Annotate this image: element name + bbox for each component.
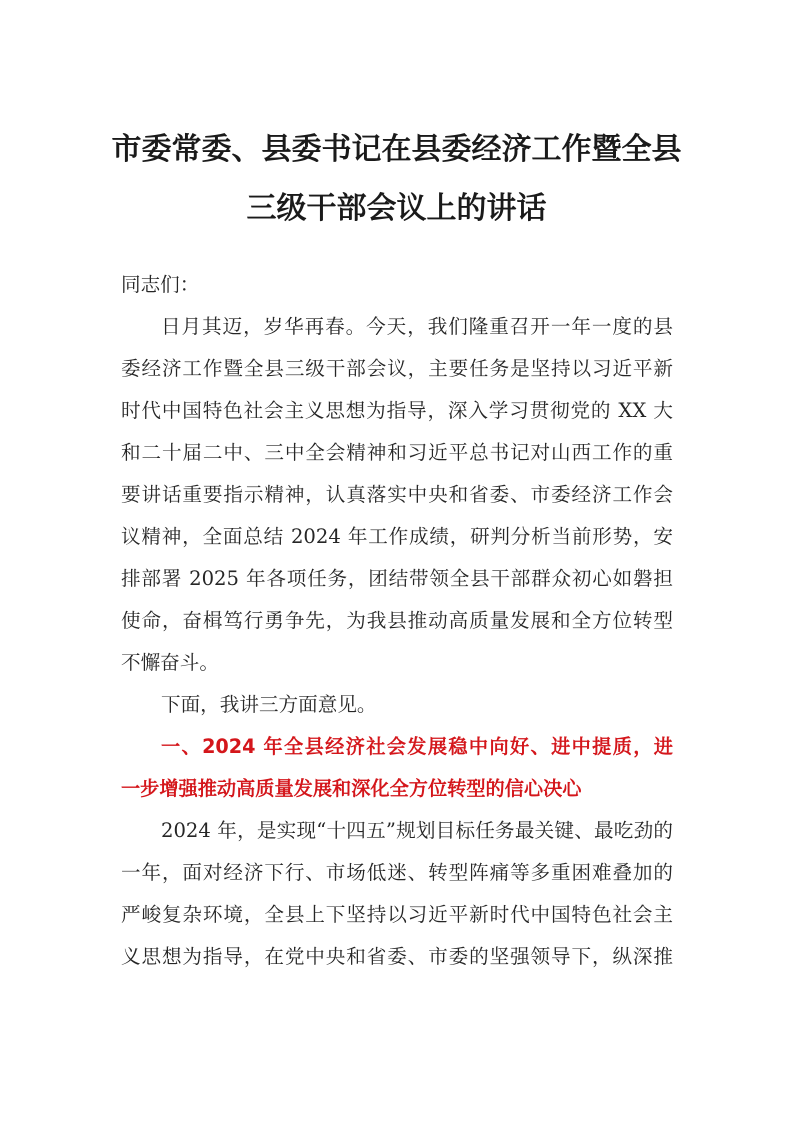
paragraph-1-line: 不懈奋斗。	[121, 651, 219, 674]
paragraph-1-line: 议精神，全面总结 2024 年工作成绩，研判分析当前形势，安	[121, 525, 673, 548]
paragraph-1-line: 排部署 2025 年各项任务，团结带领全县干部群众初心如磐担	[121, 567, 673, 590]
paragraph-1-line: 日月其迈，岁华再春。今天，我们隆重召开一年一度的县	[161, 315, 673, 338]
section-1-heading-line: 一步增强推动高质量发展和深化全方位转型的信心决心	[121, 777, 582, 800]
paragraph-1-line: 时代中国特色社会主义思想为指导，深入学习贯彻党的 XX 大	[121, 399, 673, 422]
document-title-line-1: 市委常委、县委书记在县委经济工作暨全县	[111, 132, 682, 167]
document-title-line-2: 三级干部会议上的讲话	[246, 191, 547, 226]
paragraph-1-line: 要讲话重要指示精神，认真落实中央和省委、市委经济工作会	[121, 483, 673, 506]
salutation: 同志们：	[121, 273, 200, 296]
section-1-heading-line: 一、2024 年全县经济社会发展稳中向好、进中提质，进	[161, 735, 673, 758]
paragraph-2-line: 下面，我讲三方面意见。	[161, 693, 377, 716]
paragraph-3-line: 严峻复杂环境，全县上下坚持以习近平新时代中国特色社会主	[121, 903, 673, 926]
paragraph-3-line: 一年，面对经济下行、市场低迷、转型阵痛等多重困难叠加的	[121, 861, 673, 884]
paragraph-3-line: 义思想为指导，在党中央和省委、市委的坚强领导下，纵深推	[121, 945, 673, 968]
paragraph-1-line: 委经济工作暨全县三级干部会议，主要任务是坚持以习近平新	[121, 357, 673, 380]
paragraph-1-line: 和二十届二中、三中全会精神和习近平总书记对山西工作的重	[121, 441, 673, 464]
paragraph-3-line: 2024 年，是实现“十四五”规划目标任务最关键、最吃劲的	[161, 819, 673, 842]
paragraph-1-line: 使命，奋楫笃行勇争先，为我县推动高质量发展和全方位转型	[121, 609, 673, 632]
